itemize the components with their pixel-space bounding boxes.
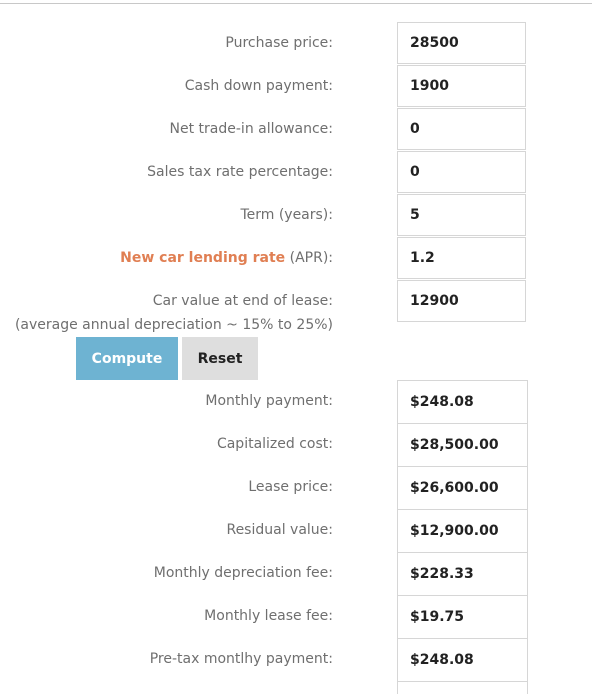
purchase-price-label: Purchase price: [225,35,333,51]
top-divider [0,3,592,4]
pretax-monthly-payment-output: $248.08 [397,638,528,682]
monthly-depreciation-fee-output: $228.33 [397,552,528,596]
trade-in-allowance-input[interactable] [397,108,526,150]
sales-tax-rate-row [0,151,592,194]
residual-value-row [0,509,592,552]
purchase-price-input[interactable] [397,22,526,64]
pretax-monthly-payment-label: Pre-tax montlhy payment: [149,651,333,667]
pretax-monthly-payment-row [0,638,592,681]
monthly-depreciation-fee-row [0,552,592,595]
sales-tax-rate-input[interactable] [397,151,526,193]
capitalized-cost-row [0,423,592,466]
end-of-lease-value-label: Car value at end of lease: [152,293,333,309]
lending-rate-row [0,237,592,280]
monthly-depreciation-fee-label: Monthly depreciation fee: [153,565,333,581]
term-years-label: Term (years): [240,207,333,223]
depreciation-note: (average annual depreciation ~ 15% to 25%) [14,317,333,333]
capitalized-cost-output: $28,500.00 [397,423,528,467]
sales-tax-rate-label: Sales tax rate percentage: [147,164,333,180]
term-years-row [0,194,592,237]
lending-rate-suffix: (APR): [285,250,333,266]
term-years-input[interactable] [397,194,526,236]
monthly-payment-output: $248.08 [397,380,528,424]
monthly-payment-row [0,380,592,423]
monthly-lease-fee-label: Monthly lease fee: [204,608,333,624]
cash-down-payment-label: Cash down payment: [184,78,333,94]
lending-rate-label [120,237,333,280]
capitalized-cost-label: Capitalized cost: [216,436,333,452]
lease-price-label: Lease price: [248,479,333,495]
residual-value-output: $12,900.00 [397,509,528,553]
monthly-payment-label: Monthly payment: [205,393,333,409]
cash-down-payment-row [0,65,592,108]
next-output-partial [397,681,528,694]
lease-price-output: $26,600.00 [397,466,528,510]
purchase-price-row [0,22,592,65]
cash-down-payment-input[interactable] [397,65,526,107]
monthly-lease-fee-row [0,595,592,638]
reset-button[interactable]: Reset [182,337,258,380]
compute-button[interactable]: Compute [76,337,178,380]
lease-price-row [0,466,592,509]
residual-value-label: Residual value: [226,522,333,538]
trade-in-allowance-row [0,108,592,151]
monthly-lease-fee-output: $19.75 [397,595,528,639]
lending-rate-link[interactable]: New car lending rate [120,250,286,266]
trade-in-allowance-label: Net trade-in allowance: [169,121,333,137]
lending-rate-input[interactable] [397,237,526,279]
end-of-lease-value-input[interactable] [397,280,526,322]
